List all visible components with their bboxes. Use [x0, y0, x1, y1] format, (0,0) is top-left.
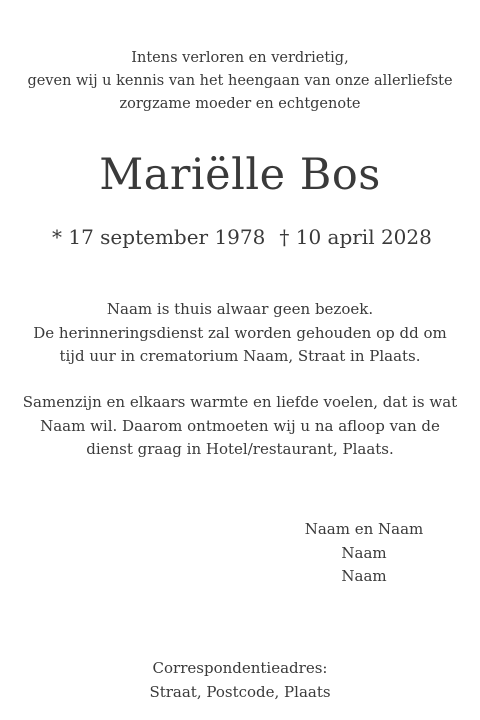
announcement-paragraph-2	[0, 391, 480, 462]
paragraph-line: dienst graag in Hotel/restaurant, Plaats.	[86, 440, 394, 458]
correspondence-address	[0, 657, 480, 704]
paragraph-line: De herinneringsdienst zal worden gehouden op dd om	[33, 323, 447, 342]
family-name: Naam	[341, 543, 387, 562]
announcement-paragraph-1	[0, 298, 480, 369]
correspondence-label: Correspondentieadres:	[152, 659, 328, 677]
intro-text	[0, 47, 480, 116]
paragraph-line: Samenzijn en elkaars warmte en liefde voelen, dat is wat	[22, 393, 458, 411]
paragraph-line: tijd uur in crematorium Naam, Straat in Plaats.	[59, 347, 421, 365]
family-name: Naam	[341, 567, 387, 585]
paragraph-line: Naam wil. Daarom ontmoeten wij u na afloop van de	[40, 416, 440, 435]
birth-date: * 17 september 1978	[52, 225, 266, 249]
intro-line: Intens verloren en verdrietig,	[131, 50, 349, 66]
correspondence-address-line: Straat, Postcode, Plaats	[149, 682, 331, 701]
family-name: Naam en Naam	[304, 520, 424, 538]
intro-line: zorgzame moeder en echtgenote	[119, 96, 361, 112]
family-signature	[300, 518, 428, 589]
paragraph-line: Naam is thuis alwaar geen bezoek.	[106, 300, 374, 318]
intro-line: geven wij u kennis van het heengaan van onze allerliefste	[27, 73, 453, 89]
deceased-name: Mariëlle Bos	[99, 150, 381, 200]
death-date: † 10 april 2028	[279, 225, 432, 249]
life-dates	[52, 222, 432, 252]
